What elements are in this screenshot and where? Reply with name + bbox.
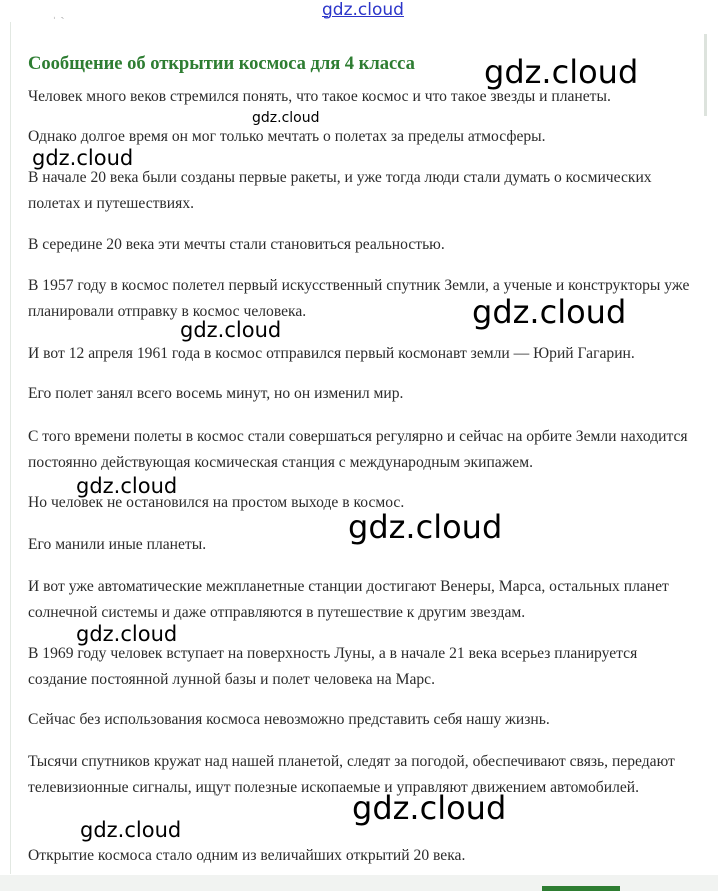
paragraph: В 1957 году в космос полетел первый искусственный спутник Земли, а ученые и конструкторы уже планировали отправку в космос человека.: [28, 277, 690, 320]
paragraph: Открытие космоса стало одним из величайших открытий 20 века.: [28, 847, 466, 864]
article-title: Сообщение об открытии космоса для 4 класса: [28, 53, 415, 74]
left-divider: [10, 22, 11, 874]
paragraph: Его манили иные планеты.: [28, 536, 207, 553]
paragraph: В начале 20 века были созданы первые ракеты, и уже тогда люди стали думать о космических полетах и путешествиях.: [28, 169, 652, 212]
paragraph: Тысячи спутников кружат над нашей планетой, следят за погодой, обеспечивают связь, передают телевизионные сигналы, ищут полезные ископаемые и управляют движением автомобилей.: [28, 753, 675, 796]
watermark: gdz.cloud: [252, 110, 320, 126]
paragraph: И вот уже автоматические межпланетные станции достигают Венеры, Марса, остальных планет солнечной системы и даже отправляются в путешествие к другим звездам.: [28, 578, 669, 621]
watermark: gdz.cloud: [352, 789, 507, 827]
watermark: gdz.cloud: [76, 622, 178, 646]
watermark: gdz.cloud: [32, 146, 134, 170]
watermark: gdz.cloud: [472, 293, 627, 331]
paragraph: Однако долгое время он мог только мечтать о полетах за пределы атмосферы.: [28, 128, 546, 145]
right-scroll-edge: [704, 34, 707, 116]
paragraph: Человек много веков стремился понять, что такое космос и что такое звезды и планеты.: [28, 88, 611, 105]
watermark-link[interactable]: gdz.cloud: [322, 0, 404, 20]
paragraph: И вот 12 апреля 1961 года в космос отправился первый космонавт земли — Юрий Гагарин.: [28, 345, 635, 362]
paragraph: В 1969 году человек вступает на поверхность Луны, а в начале 21 века всерьез планируется создание постоянной лунной базы и полет человека на Марс.: [28, 645, 638, 688]
paragraph: Но человек не остановился на простом выходе в космос.: [28, 494, 405, 511]
watermark: gdz.cloud: [180, 318, 282, 342]
top-partial-mark: ˌ ˏ: [52, 5, 65, 20]
paragraph: В середине 20 века эти мечты стали становиться реальностью.: [28, 236, 445, 253]
paragraph: Сейчас без использования космоса невозможно представить себя нашу жизнь.: [28, 711, 550, 728]
paragraph: Его полет занял всего восемь минут, но он изменил мир.: [28, 385, 404, 402]
watermark: gdz.cloud: [348, 508, 503, 546]
watermark: gdz.cloud: [484, 53, 639, 91]
watermark: gdz.cloud: [80, 818, 182, 842]
watermark: gdz.cloud: [76, 474, 178, 498]
bottom-action-button[interactable]: [542, 886, 620, 891]
paragraph: С того времени полеты в космос стали совершаться регулярно и сейчас на орбите Земли находится постоянно действующая космическая станция с международным экипажем.: [28, 428, 688, 471]
